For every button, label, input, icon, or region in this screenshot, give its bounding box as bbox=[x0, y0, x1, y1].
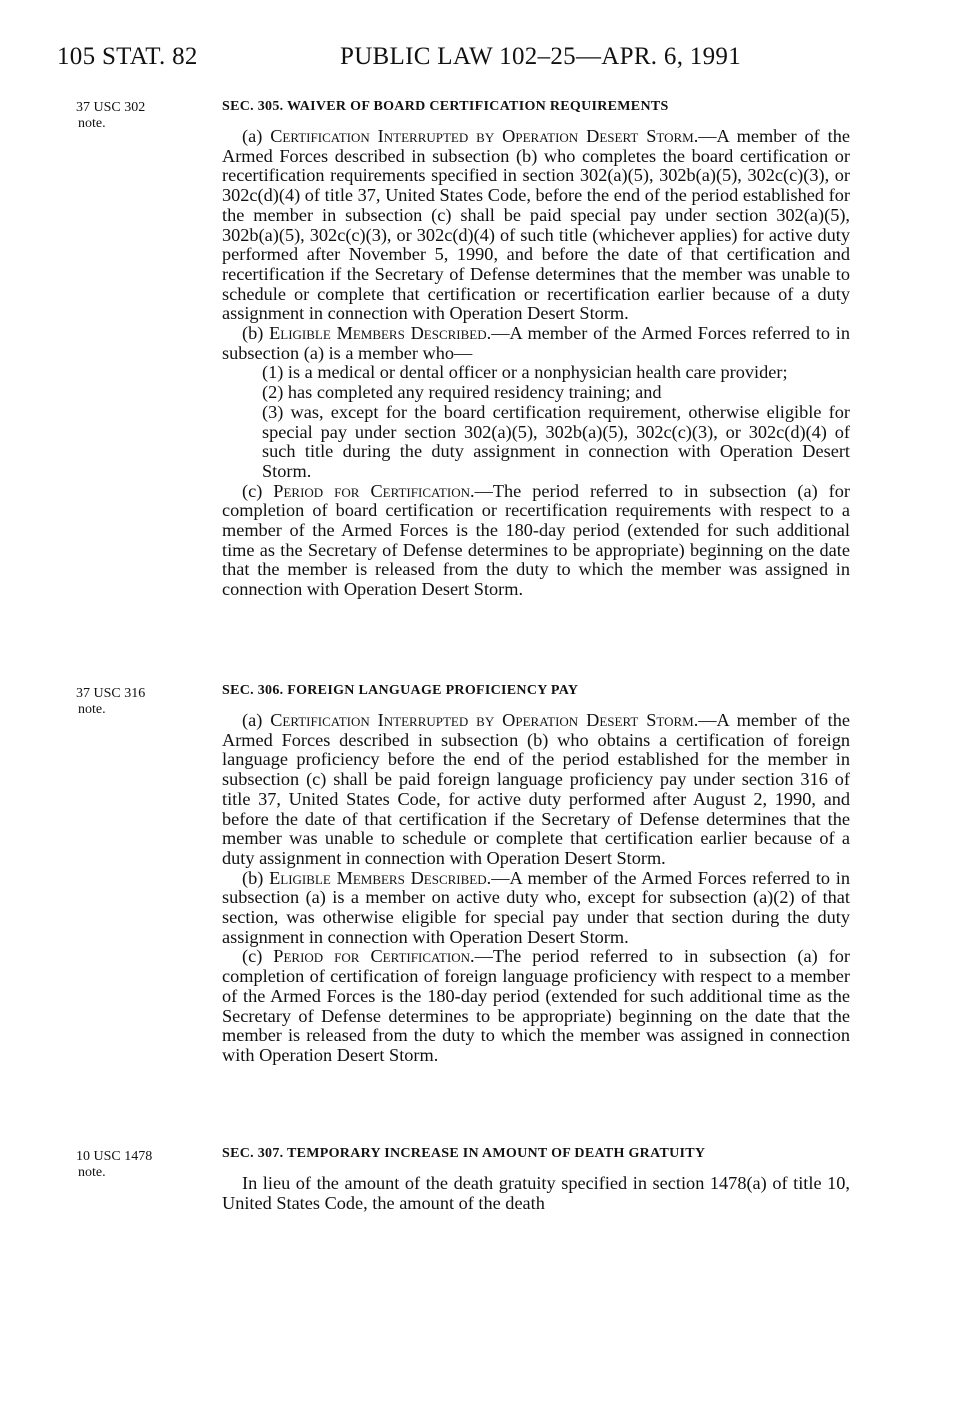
page-header-title: PUBLIC LAW 102–25—APR. 6, 1991 bbox=[340, 43, 742, 70]
subsection-label: (b) bbox=[242, 867, 270, 888]
subsection-caption: Eligible Members Described. bbox=[269, 867, 492, 888]
paragraph-item: (3) was, except for the board certification requirement, otherwise eligible for special pay under section 302(a)(5), 302b(a)(5), 302c(c)(3), or 302c(d)(4) of such title during the duty assignment in connection with Operation Desert Storm. bbox=[262, 401, 850, 481]
subsection-caption: Period for Certification. bbox=[273, 480, 475, 501]
section-heading: SEC. 307. TEMPORARY INCREASE IN AMOUNT OF DEATH GRATUITY bbox=[222, 1146, 706, 1161]
subsection-text: —A member of the Armed Forces described in subsection (b) who obtains a certification of foreign language proficiency before the end of the period established for the member in subsection (c) shall be paid foreign language proficiency pay under section 316 of title 37, United States Code, for active duty performed after August 2, 1990, and before the date of that certification if the Secretary of Defense determines that the member was unable to schedule or complete that certification earlier because of a duty assignment in connection with Operation Desert Storm. bbox=[222, 710, 850, 868]
subsection-c bbox=[222, 482, 850, 600]
margin-note-sec306 bbox=[76, 686, 145, 718]
subsection-text: —A member of the Armed Forces described in subsection (b) who completes the board certification or recertification requirements specified in section 302(a)(5), 302b(a)(5), 302c(c)(3), or 302c(d)(4) of title 37, United States Code, before the end of the period established for the member in subsection (c) shall be paid special pay under section 302(a)(5), 302b(a)(5), 302c(c)(3), or 302c(d)(4) of such title (whichever applies) for active duty performed after November 5, 1990, and before the date of that certification and recertification if the Secretary of Defense determines that the member was unable to schedule or complete that certification or recertification earlier because of a duty assignment in connection with Operation Desert Storm. bbox=[222, 126, 850, 324]
subsection-b bbox=[222, 869, 850, 948]
subsection-text: —A member of the Armed Forces referred to in subsection (a) is a member on active duty who, except for subsection (a)(2) of that section, was otherwise eligible for special pay under that section during the duty assignment in connection with Operation Desert Storm. bbox=[222, 867, 851, 947]
subsection-c bbox=[222, 947, 850, 1065]
subsection-label: (a) bbox=[242, 126, 271, 146]
section-306 bbox=[222, 683, 850, 1066]
subsection-text: —The period referred to in subsection (a) for completion of certification of foreign language proficiency with respect to a member of the Armed Forces is the 180-day period (extended for such additional time as the Secretary of Defense determines to be appropriate) beginning on the date that the member is released from the duty to which the member was assigned in connection with Operation Desert Storm. bbox=[222, 946, 850, 1065]
page-header-citation: 105 STAT. 82 bbox=[57, 43, 198, 70]
subsection-caption: Certification Interrupted by Operation Desert Storm. bbox=[270, 710, 699, 730]
subsection-label: (c) bbox=[242, 480, 274, 501]
subsection-caption: Certification Interrupted by Operation Desert Storm. bbox=[270, 126, 699, 146]
subsection-text: —A member of the Armed Forces referred to in subsection (a) is a member who— bbox=[222, 323, 851, 363]
subsection-label: (b) bbox=[242, 323, 270, 344]
section-heading: SEC. 306. FOREIGN LANGUAGE PROFICIENCY PAY bbox=[222, 683, 579, 698]
margin-note-label: note. bbox=[78, 1165, 106, 1180]
paragraph-item: (2) has completed any required residency training; and bbox=[262, 382, 662, 403]
subsection-caption: Eligible Members Described. bbox=[269, 323, 492, 344]
section-heading: SEC. 305. WAIVER OF BOARD CERTIFICATION REQUIREMENTS bbox=[222, 99, 669, 114]
subsection-caption: Period for Certification. bbox=[273, 946, 475, 967]
margin-note-sec305 bbox=[76, 100, 145, 132]
section-307 bbox=[222, 1146, 850, 1213]
margin-note-cite: 37 USC 302 bbox=[76, 100, 146, 115]
paragraph-item: (1) is a medical or dental officer or a nonphysician health care provider; bbox=[262, 362, 788, 383]
section-text: In lieu of the amount of the death gratuity specified in section 1478(a) of title 10, United States Code, the amount of the death bbox=[222, 1173, 850, 1213]
margin-note-cite: 37 USC 316 bbox=[76, 686, 146, 701]
margin-note-cite: 10 USC 1478 bbox=[76, 1149, 153, 1164]
subsection-a bbox=[222, 711, 850, 869]
margin-note-sec307 bbox=[76, 1149, 152, 1181]
subsection-label: (c) bbox=[242, 946, 274, 967]
subsection-text: —The period referred to in subsection (a) for completion of board certification or recertification requirements with respect to a member of the Armed Forces is the 180-day period (extended for such additional time as the Secretary of Defense determines to be appropriate) beginning on the date that the member is released from the duty to which the member was assigned in connection with Operation Desert Storm. bbox=[222, 480, 850, 600]
section-305 bbox=[222, 99, 850, 600]
subsection-a bbox=[222, 127, 850, 324]
margin-note-label: note. bbox=[78, 702, 106, 717]
subsection-b bbox=[222, 324, 850, 363]
subsection-label: (a) bbox=[242, 710, 271, 730]
margin-note-label: note. bbox=[78, 116, 106, 131]
